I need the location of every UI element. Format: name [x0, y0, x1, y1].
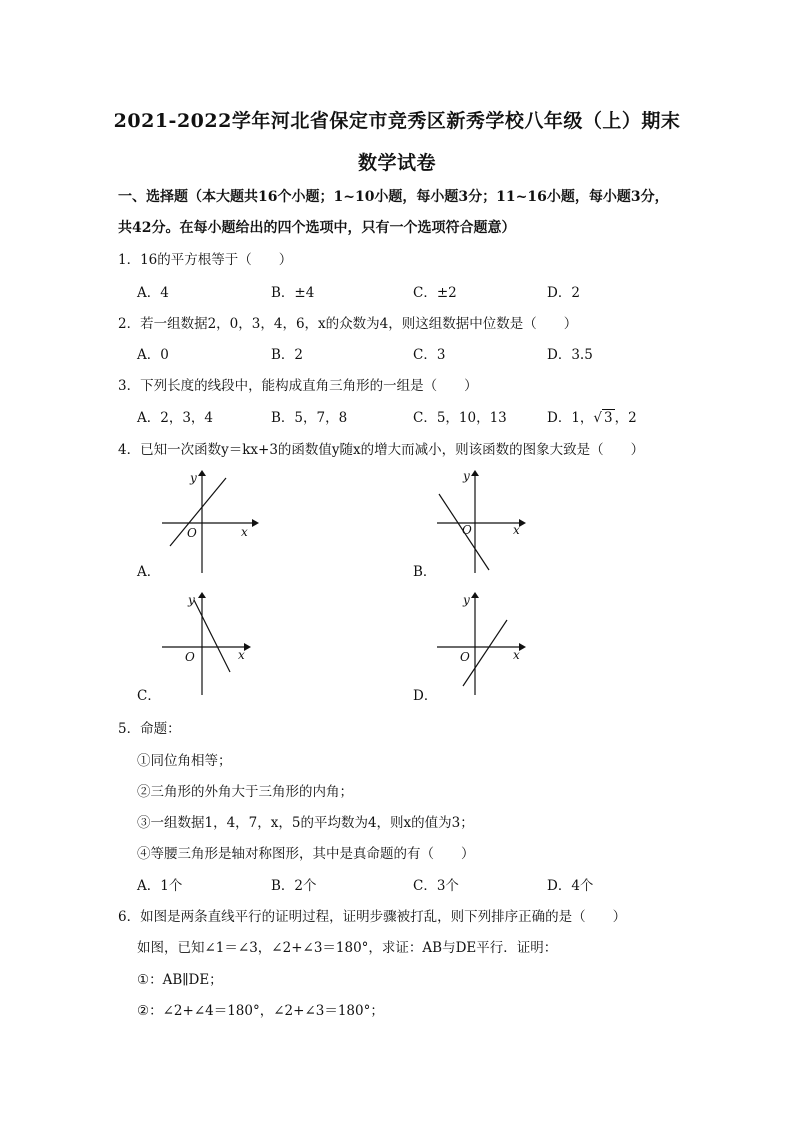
- origin-label: O: [187, 526, 197, 540]
- q3-option-b: B．5，7，8: [271, 410, 348, 426]
- q4-graph-b: [435, 470, 535, 575]
- y-arrowhead: [471, 470, 479, 476]
- q1-option-d: D．2: [547, 285, 580, 301]
- title-line-2: 数学试卷: [357, 152, 436, 174]
- q5-option-a: A．1个: [137, 878, 183, 894]
- section-heading-line-2: 共42分。在每小题给出的四个选项中，只有一个选项符合题意）: [118, 220, 516, 236]
- q5-item-3: ③一组数据1，4，7，x，5的平均数为4，则x的值为3；: [137, 815, 474, 831]
- y-axis-label: y: [463, 470, 470, 483]
- q6-given: 如图，已知∠1＝∠3，∠2+∠3＝180°，求证：AB与DE平行．证明：: [137, 940, 558, 956]
- x-arrowhead: [519, 643, 526, 651]
- q2-option-c: C．3: [413, 347, 446, 363]
- q3-option-a: A．2，3，4: [137, 410, 214, 426]
- origin-label: O: [460, 650, 470, 664]
- section-heading-line-1: 一、选择题（本大题共16个小题；1~10小题，每小题3分；11~16小题，每小题3分，: [118, 189, 669, 205]
- q5-option-b: B．2个: [271, 878, 317, 894]
- q1-option-b: B．±4: [271, 285, 315, 301]
- origin-label: O: [185, 650, 195, 664]
- q6-step-1: ①：AB∥DE；: [137, 972, 223, 988]
- q1-option-a: A．4: [137, 285, 169, 301]
- q2-option-d: D．3.5: [547, 347, 593, 363]
- x-axis-label: x: [241, 525, 248, 539]
- q6-step-2: ②：∠2+∠4＝180°，∠2+∠3＝180°；: [137, 1003, 384, 1019]
- q3-option-c: C．5，10，13: [413, 410, 507, 426]
- x-axis-label: x: [238, 648, 245, 662]
- q2-stem: 2．若一组数据2，0，3，4，6，x的众数为4，则这组数据中位数是（ ）: [118, 316, 578, 332]
- origin-label: O: [462, 523, 472, 537]
- title-line-1: 2021-2022学年河北省保定市竞秀区新秀学校八年级（上）期末: [113, 110, 681, 132]
- x-axis-label: x: [513, 523, 520, 537]
- function-line: [170, 478, 226, 546]
- q2-option-a: A．0: [137, 347, 169, 363]
- sqrt-symbol: √: [593, 410, 603, 426]
- q4-graph-a: [160, 470, 260, 575]
- q4-option-d: D．: [413, 688, 438, 704]
- q5-option-d: D．4个: [547, 878, 594, 894]
- q6-stem: 6．如图是两条直线平行的证明过程，证明步骤被打乱，则下列排序正确的是（ ）: [118, 909, 627, 925]
- q4-graph-d: [435, 592, 535, 697]
- y-arrowhead: [198, 470, 206, 476]
- q5-item-4: ④等腰三角形是轴对称图形，其中是真命题的有（ ）: [137, 846, 475, 862]
- q1-stem: 1．16的平方根等于（ ）: [118, 252, 293, 268]
- q4-option-b: B．: [413, 564, 437, 580]
- q3-option-d-suffix: ，2: [614, 410, 637, 426]
- x-arrowhead: [519, 519, 526, 527]
- x-arrowhead: [252, 519, 259, 527]
- q5-option-c: C．3个: [413, 878, 459, 894]
- q4-option-c: C．: [137, 688, 161, 704]
- x-axis-label: x: [513, 648, 520, 662]
- y-axis-label: y: [463, 593, 470, 607]
- q1-option-c: C．±2: [413, 285, 457, 301]
- y-arrowhead: [198, 592, 206, 598]
- q5-item-2: ②三角形的外角大于三角形的内角；: [137, 784, 353, 800]
- q3-option-d-radicand: 3: [604, 410, 613, 426]
- q3-stem: 3．下列长度的线段中，能构成直角三角形的一组是（ ）: [118, 378, 478, 394]
- q5-item-1: ①同位角相等；: [137, 753, 232, 769]
- q4-graph-c: [160, 592, 260, 697]
- q4-option-a: A．: [137, 564, 161, 580]
- y-axis-label: y: [188, 593, 195, 607]
- q5-stem: 5．命题：: [118, 721, 181, 737]
- q3-option-d-prefix: D．1，: [547, 410, 594, 426]
- q4-stem: 4．已知一次函数y＝kx+3的函数值y随x的增大而减小，则该函数的图象大致是（ ）: [118, 442, 645, 458]
- x-arrowhead: [244, 643, 251, 651]
- y-arrowhead: [471, 592, 479, 598]
- q2-option-b: B．2: [271, 347, 304, 363]
- y-axis-label: y: [190, 471, 197, 485]
- function-line: [194, 600, 230, 672]
- q3-option-d: [547, 406, 637, 426]
